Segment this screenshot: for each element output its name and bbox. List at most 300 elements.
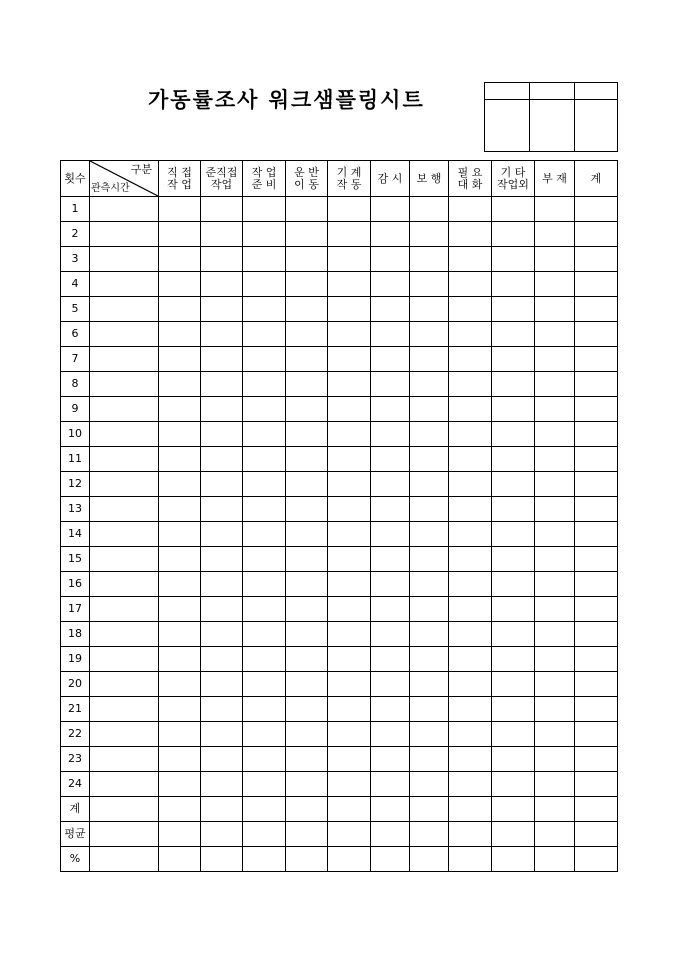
entry-cell[interactable] bbox=[371, 272, 410, 297]
entry-cell[interactable] bbox=[492, 497, 535, 522]
entry-cell[interactable] bbox=[410, 347, 449, 372]
entry-cell[interactable] bbox=[90, 397, 159, 422]
entry-cell[interactable] bbox=[159, 297, 201, 322]
approval-sign-cell[interactable] bbox=[485, 100, 530, 152]
approval-sign-cell[interactable] bbox=[530, 100, 575, 152]
entry-cell[interactable] bbox=[201, 822, 243, 847]
entry-cell[interactable] bbox=[492, 772, 535, 797]
entry-cell[interactable] bbox=[90, 822, 159, 847]
entry-cell[interactable] bbox=[535, 372, 575, 397]
entry-cell[interactable] bbox=[243, 672, 286, 697]
entry-cell[interactable] bbox=[328, 497, 371, 522]
entry-cell[interactable] bbox=[535, 497, 575, 522]
entry-cell[interactable] bbox=[410, 847, 449, 872]
entry-cell[interactable] bbox=[575, 772, 618, 797]
entry-cell[interactable] bbox=[410, 422, 449, 447]
entry-cell[interactable] bbox=[449, 747, 492, 772]
entry-cell[interactable] bbox=[90, 497, 159, 522]
entry-cell[interactable] bbox=[371, 697, 410, 722]
entry-cell[interactable] bbox=[410, 572, 449, 597]
entry-cell[interactable] bbox=[201, 547, 243, 572]
entry-cell[interactable] bbox=[492, 572, 535, 597]
entry-cell[interactable] bbox=[575, 597, 618, 622]
entry-cell[interactable] bbox=[201, 747, 243, 772]
entry-cell[interactable] bbox=[492, 722, 535, 747]
entry-cell[interactable] bbox=[159, 747, 201, 772]
entry-cell[interactable] bbox=[201, 697, 243, 722]
entry-cell[interactable] bbox=[328, 797, 371, 822]
entry-cell[interactable] bbox=[410, 322, 449, 347]
entry-cell[interactable] bbox=[90, 797, 159, 822]
entry-cell[interactable] bbox=[371, 397, 410, 422]
entry-cell[interactable] bbox=[286, 497, 328, 522]
entry-cell[interactable] bbox=[575, 322, 618, 347]
entry-cell[interactable] bbox=[449, 772, 492, 797]
entry-cell[interactable] bbox=[90, 547, 159, 572]
entry-cell[interactable] bbox=[286, 247, 328, 272]
entry-cell[interactable] bbox=[90, 622, 159, 647]
entry-cell[interactable] bbox=[243, 547, 286, 572]
entry-cell[interactable] bbox=[201, 372, 243, 397]
entry-cell[interactable] bbox=[449, 222, 492, 247]
entry-cell[interactable] bbox=[328, 672, 371, 697]
entry-cell[interactable] bbox=[286, 722, 328, 747]
entry-cell[interactable] bbox=[575, 572, 618, 597]
entry-cell[interactable] bbox=[201, 447, 243, 472]
entry-cell[interactable] bbox=[159, 447, 201, 472]
entry-cell[interactable] bbox=[159, 272, 201, 297]
entry-cell[interactable] bbox=[492, 447, 535, 472]
entry-cell[interactable] bbox=[328, 422, 371, 447]
entry-cell[interactable] bbox=[535, 722, 575, 747]
entry-cell[interactable] bbox=[201, 647, 243, 672]
entry-cell[interactable] bbox=[492, 697, 535, 722]
entry-cell[interactable] bbox=[575, 297, 618, 322]
entry-cell[interactable] bbox=[201, 722, 243, 747]
entry-cell[interactable] bbox=[286, 372, 328, 397]
entry-cell[interactable] bbox=[286, 772, 328, 797]
entry-cell[interactable] bbox=[201, 622, 243, 647]
entry-cell[interactable] bbox=[243, 847, 286, 872]
entry-cell[interactable] bbox=[492, 647, 535, 672]
entry-cell[interactable] bbox=[492, 522, 535, 547]
entry-cell[interactable] bbox=[159, 222, 201, 247]
entry-cell[interactable] bbox=[449, 547, 492, 572]
entry-cell[interactable] bbox=[410, 397, 449, 422]
entry-cell[interactable] bbox=[90, 347, 159, 372]
entry-cell[interactable] bbox=[243, 197, 286, 222]
entry-cell[interactable] bbox=[201, 772, 243, 797]
entry-cell[interactable] bbox=[90, 647, 159, 672]
entry-cell[interactable] bbox=[159, 397, 201, 422]
entry-cell[interactable] bbox=[90, 322, 159, 347]
entry-cell[interactable] bbox=[492, 847, 535, 872]
entry-cell[interactable] bbox=[371, 472, 410, 497]
entry-cell[interactable] bbox=[286, 347, 328, 372]
entry-cell[interactable] bbox=[575, 372, 618, 397]
entry-cell[interactable] bbox=[410, 597, 449, 622]
entry-cell[interactable] bbox=[201, 397, 243, 422]
entry-cell[interactable] bbox=[371, 497, 410, 522]
entry-cell[interactable] bbox=[492, 622, 535, 647]
entry-cell[interactable] bbox=[575, 272, 618, 297]
entry-cell[interactable] bbox=[159, 697, 201, 722]
entry-cell[interactable] bbox=[449, 672, 492, 697]
entry-cell[interactable] bbox=[410, 672, 449, 697]
entry-cell[interactable] bbox=[328, 322, 371, 347]
entry-cell[interactable] bbox=[286, 822, 328, 847]
entry-cell[interactable] bbox=[575, 197, 618, 222]
entry-cell[interactable] bbox=[201, 222, 243, 247]
entry-cell[interactable] bbox=[243, 322, 286, 347]
entry-cell[interactable] bbox=[449, 347, 492, 372]
entry-cell[interactable] bbox=[243, 222, 286, 247]
entry-cell[interactable] bbox=[159, 497, 201, 522]
entry-cell[interactable] bbox=[90, 272, 159, 297]
entry-cell[interactable] bbox=[492, 272, 535, 297]
entry-cell[interactable] bbox=[243, 272, 286, 297]
entry-cell[interactable] bbox=[575, 747, 618, 772]
entry-cell[interactable] bbox=[575, 722, 618, 747]
entry-cell[interactable] bbox=[243, 772, 286, 797]
entry-cell[interactable] bbox=[535, 347, 575, 372]
entry-cell[interactable] bbox=[371, 722, 410, 747]
entry-cell[interactable] bbox=[492, 472, 535, 497]
entry-cell[interactable] bbox=[286, 422, 328, 447]
entry-cell[interactable] bbox=[449, 647, 492, 672]
entry-cell[interactable] bbox=[410, 772, 449, 797]
entry-cell[interactable] bbox=[371, 447, 410, 472]
entry-cell[interactable] bbox=[575, 397, 618, 422]
entry-cell[interactable] bbox=[535, 772, 575, 797]
entry-cell[interactable] bbox=[243, 447, 286, 472]
entry-cell[interactable] bbox=[535, 797, 575, 822]
entry-cell[interactable] bbox=[159, 247, 201, 272]
entry-cell[interactable] bbox=[410, 747, 449, 772]
entry-cell[interactable] bbox=[371, 747, 410, 772]
entry-cell[interactable] bbox=[449, 572, 492, 597]
entry-cell[interactable] bbox=[449, 472, 492, 497]
entry-cell[interactable] bbox=[243, 497, 286, 522]
entry-cell[interactable] bbox=[410, 797, 449, 822]
entry-cell[interactable] bbox=[449, 697, 492, 722]
entry-cell[interactable] bbox=[159, 622, 201, 647]
entry-cell[interactable] bbox=[201, 422, 243, 447]
entry-cell[interactable] bbox=[410, 722, 449, 747]
entry-cell[interactable] bbox=[286, 572, 328, 597]
entry-cell[interactable] bbox=[449, 722, 492, 747]
entry-cell[interactable] bbox=[410, 372, 449, 397]
entry-cell[interactable] bbox=[449, 397, 492, 422]
entry-cell[interactable] bbox=[243, 747, 286, 772]
entry-cell[interactable] bbox=[159, 847, 201, 872]
entry-cell[interactable] bbox=[90, 697, 159, 722]
entry-cell[interactable] bbox=[328, 572, 371, 597]
entry-cell[interactable] bbox=[575, 547, 618, 572]
entry-cell[interactable] bbox=[328, 647, 371, 672]
entry-cell[interactable] bbox=[90, 722, 159, 747]
entry-cell[interactable] bbox=[449, 622, 492, 647]
entry-cell[interactable] bbox=[328, 472, 371, 497]
entry-cell[interactable] bbox=[492, 247, 535, 272]
entry-cell[interactable] bbox=[492, 672, 535, 697]
entry-cell[interactable] bbox=[286, 697, 328, 722]
entry-cell[interactable] bbox=[410, 472, 449, 497]
entry-cell[interactable] bbox=[449, 597, 492, 622]
entry-cell[interactable] bbox=[492, 372, 535, 397]
entry-cell[interactable] bbox=[371, 222, 410, 247]
entry-cell[interactable] bbox=[159, 597, 201, 622]
entry-cell[interactable] bbox=[575, 847, 618, 872]
entry-cell[interactable] bbox=[328, 347, 371, 372]
entry-cell[interactable] bbox=[575, 672, 618, 697]
entry-cell[interactable] bbox=[243, 247, 286, 272]
entry-cell[interactable] bbox=[201, 297, 243, 322]
entry-cell[interactable] bbox=[243, 372, 286, 397]
entry-cell[interactable] bbox=[535, 222, 575, 247]
entry-cell[interactable] bbox=[575, 447, 618, 472]
entry-cell[interactable] bbox=[90, 422, 159, 447]
entry-cell[interactable] bbox=[492, 222, 535, 247]
entry-cell[interactable] bbox=[159, 422, 201, 447]
entry-cell[interactable] bbox=[371, 522, 410, 547]
entry-cell[interactable] bbox=[328, 822, 371, 847]
entry-cell[interactable] bbox=[449, 197, 492, 222]
entry-cell[interactable] bbox=[492, 397, 535, 422]
entry-cell[interactable] bbox=[90, 772, 159, 797]
entry-cell[interactable] bbox=[371, 422, 410, 447]
entry-cell[interactable] bbox=[371, 672, 410, 697]
entry-cell[interactable] bbox=[492, 347, 535, 372]
entry-cell[interactable] bbox=[286, 597, 328, 622]
entry-cell[interactable] bbox=[243, 472, 286, 497]
entry-cell[interactable] bbox=[201, 322, 243, 347]
entry-cell[interactable] bbox=[201, 672, 243, 697]
entry-cell[interactable] bbox=[159, 522, 201, 547]
entry-cell[interactable] bbox=[201, 247, 243, 272]
entry-cell[interactable] bbox=[243, 572, 286, 597]
entry-cell[interactable] bbox=[371, 347, 410, 372]
entry-cell[interactable] bbox=[410, 272, 449, 297]
entry-cell[interactable] bbox=[90, 222, 159, 247]
entry-cell[interactable] bbox=[535, 397, 575, 422]
entry-cell[interactable] bbox=[410, 622, 449, 647]
entry-cell[interactable] bbox=[449, 247, 492, 272]
entry-cell[interactable] bbox=[371, 372, 410, 397]
entry-cell[interactable] bbox=[286, 222, 328, 247]
entry-cell[interactable] bbox=[410, 697, 449, 722]
entry-cell[interactable] bbox=[371, 572, 410, 597]
entry-cell[interactable] bbox=[575, 497, 618, 522]
entry-cell[interactable] bbox=[90, 472, 159, 497]
entry-cell[interactable] bbox=[328, 297, 371, 322]
entry-cell[interactable] bbox=[201, 347, 243, 372]
entry-cell[interactable] bbox=[286, 297, 328, 322]
entry-cell[interactable] bbox=[492, 297, 535, 322]
entry-cell[interactable] bbox=[286, 547, 328, 572]
entry-cell[interactable] bbox=[90, 197, 159, 222]
entry-cell[interactable] bbox=[410, 197, 449, 222]
entry-cell[interactable] bbox=[535, 197, 575, 222]
entry-cell[interactable] bbox=[328, 197, 371, 222]
entry-cell[interactable] bbox=[328, 247, 371, 272]
entry-cell[interactable] bbox=[535, 272, 575, 297]
entry-cell[interactable] bbox=[449, 322, 492, 347]
entry-cell[interactable] bbox=[159, 672, 201, 697]
entry-cell[interactable] bbox=[159, 547, 201, 572]
entry-cell[interactable] bbox=[328, 722, 371, 747]
entry-cell[interactable] bbox=[286, 272, 328, 297]
entry-cell[interactable] bbox=[243, 422, 286, 447]
entry-cell[interactable] bbox=[371, 647, 410, 672]
entry-cell[interactable] bbox=[492, 797, 535, 822]
entry-cell[interactable] bbox=[201, 572, 243, 597]
entry-cell[interactable] bbox=[449, 297, 492, 322]
entry-cell[interactable] bbox=[328, 772, 371, 797]
entry-cell[interactable] bbox=[575, 347, 618, 372]
entry-cell[interactable] bbox=[410, 247, 449, 272]
entry-cell[interactable] bbox=[286, 747, 328, 772]
entry-cell[interactable] bbox=[371, 822, 410, 847]
entry-cell[interactable] bbox=[492, 597, 535, 622]
entry-cell[interactable] bbox=[535, 322, 575, 347]
entry-cell[interactable] bbox=[201, 847, 243, 872]
entry-cell[interactable] bbox=[492, 322, 535, 347]
entry-cell[interactable] bbox=[535, 747, 575, 772]
entry-cell[interactable] bbox=[90, 522, 159, 547]
entry-cell[interactable] bbox=[449, 447, 492, 472]
entry-cell[interactable] bbox=[286, 472, 328, 497]
entry-cell[interactable] bbox=[90, 297, 159, 322]
entry-cell[interactable] bbox=[328, 397, 371, 422]
entry-cell[interactable] bbox=[90, 847, 159, 872]
entry-cell[interactable] bbox=[159, 647, 201, 672]
entry-cell[interactable] bbox=[286, 647, 328, 672]
entry-cell[interactable] bbox=[328, 222, 371, 247]
entry-cell[interactable] bbox=[449, 847, 492, 872]
entry-cell[interactable] bbox=[410, 222, 449, 247]
entry-cell[interactable] bbox=[371, 622, 410, 647]
entry-cell[interactable] bbox=[575, 247, 618, 272]
entry-cell[interactable] bbox=[371, 297, 410, 322]
entry-cell[interactable] bbox=[159, 772, 201, 797]
entry-cell[interactable] bbox=[371, 247, 410, 272]
entry-cell[interactable] bbox=[535, 247, 575, 272]
entry-cell[interactable] bbox=[371, 847, 410, 872]
entry-cell[interactable] bbox=[328, 372, 371, 397]
entry-cell[interactable] bbox=[575, 622, 618, 647]
entry-cell[interactable] bbox=[492, 747, 535, 772]
entry-cell[interactable] bbox=[410, 547, 449, 572]
entry-cell[interactable] bbox=[243, 622, 286, 647]
entry-cell[interactable] bbox=[159, 197, 201, 222]
entry-cell[interactable] bbox=[201, 597, 243, 622]
entry-cell[interactable] bbox=[410, 497, 449, 522]
entry-cell[interactable] bbox=[90, 597, 159, 622]
entry-cell[interactable] bbox=[575, 797, 618, 822]
entry-cell[interactable] bbox=[243, 597, 286, 622]
entry-cell[interactable] bbox=[243, 297, 286, 322]
entry-cell[interactable] bbox=[243, 697, 286, 722]
entry-cell[interactable] bbox=[159, 722, 201, 747]
entry-cell[interactable] bbox=[243, 647, 286, 672]
entry-cell[interactable] bbox=[449, 272, 492, 297]
entry-cell[interactable] bbox=[90, 447, 159, 472]
entry-cell[interactable] bbox=[90, 747, 159, 772]
entry-cell[interactable] bbox=[243, 347, 286, 372]
entry-cell[interactable] bbox=[201, 522, 243, 547]
entry-cell[interactable] bbox=[243, 822, 286, 847]
entry-cell[interactable] bbox=[410, 447, 449, 472]
entry-cell[interactable] bbox=[286, 322, 328, 347]
entry-cell[interactable] bbox=[328, 747, 371, 772]
entry-cell[interactable] bbox=[371, 322, 410, 347]
entry-cell[interactable] bbox=[243, 722, 286, 747]
entry-cell[interactable] bbox=[201, 272, 243, 297]
entry-cell[interactable] bbox=[90, 372, 159, 397]
entry-cell[interactable] bbox=[535, 822, 575, 847]
entry-cell[interactable] bbox=[90, 572, 159, 597]
entry-cell[interactable] bbox=[535, 297, 575, 322]
entry-cell[interactable] bbox=[535, 572, 575, 597]
entry-cell[interactable] bbox=[410, 297, 449, 322]
entry-cell[interactable] bbox=[449, 522, 492, 547]
entry-cell[interactable] bbox=[371, 597, 410, 622]
entry-cell[interactable] bbox=[535, 597, 575, 622]
entry-cell[interactable] bbox=[286, 397, 328, 422]
entry-cell[interactable] bbox=[575, 647, 618, 672]
entry-cell[interactable] bbox=[159, 572, 201, 597]
entry-cell[interactable] bbox=[286, 672, 328, 697]
entry-cell[interactable] bbox=[159, 347, 201, 372]
entry-cell[interactable] bbox=[535, 422, 575, 447]
approval-sign-cell[interactable] bbox=[575, 100, 618, 152]
entry-cell[interactable] bbox=[371, 772, 410, 797]
entry-cell[interactable] bbox=[328, 597, 371, 622]
entry-cell[interactable] bbox=[535, 672, 575, 697]
entry-cell[interactable] bbox=[328, 272, 371, 297]
entry-cell[interactable] bbox=[243, 397, 286, 422]
entry-cell[interactable] bbox=[371, 197, 410, 222]
entry-cell[interactable] bbox=[243, 522, 286, 547]
entry-cell[interactable] bbox=[286, 847, 328, 872]
entry-cell[interactable] bbox=[371, 797, 410, 822]
entry-cell[interactable] bbox=[243, 797, 286, 822]
entry-cell[interactable] bbox=[575, 422, 618, 447]
entry-cell[interactable] bbox=[535, 447, 575, 472]
entry-cell[interactable] bbox=[201, 797, 243, 822]
entry-cell[interactable] bbox=[410, 647, 449, 672]
entry-cell[interactable] bbox=[201, 197, 243, 222]
entry-cell[interactable] bbox=[575, 697, 618, 722]
entry-cell[interactable] bbox=[449, 422, 492, 447]
entry-cell[interactable] bbox=[328, 547, 371, 572]
entry-cell[interactable] bbox=[328, 697, 371, 722]
entry-cell[interactable] bbox=[286, 622, 328, 647]
entry-cell[interactable] bbox=[328, 622, 371, 647]
entry-cell[interactable] bbox=[575, 222, 618, 247]
entry-cell[interactable] bbox=[159, 322, 201, 347]
entry-cell[interactable] bbox=[410, 522, 449, 547]
entry-cell[interactable] bbox=[535, 647, 575, 672]
entry-cell[interactable] bbox=[410, 822, 449, 847]
entry-cell[interactable] bbox=[286, 197, 328, 222]
entry-cell[interactable] bbox=[328, 447, 371, 472]
entry-cell[interactable] bbox=[492, 422, 535, 447]
entry-cell[interactable] bbox=[201, 497, 243, 522]
entry-cell[interactable] bbox=[159, 822, 201, 847]
entry-cell[interactable] bbox=[449, 822, 492, 847]
